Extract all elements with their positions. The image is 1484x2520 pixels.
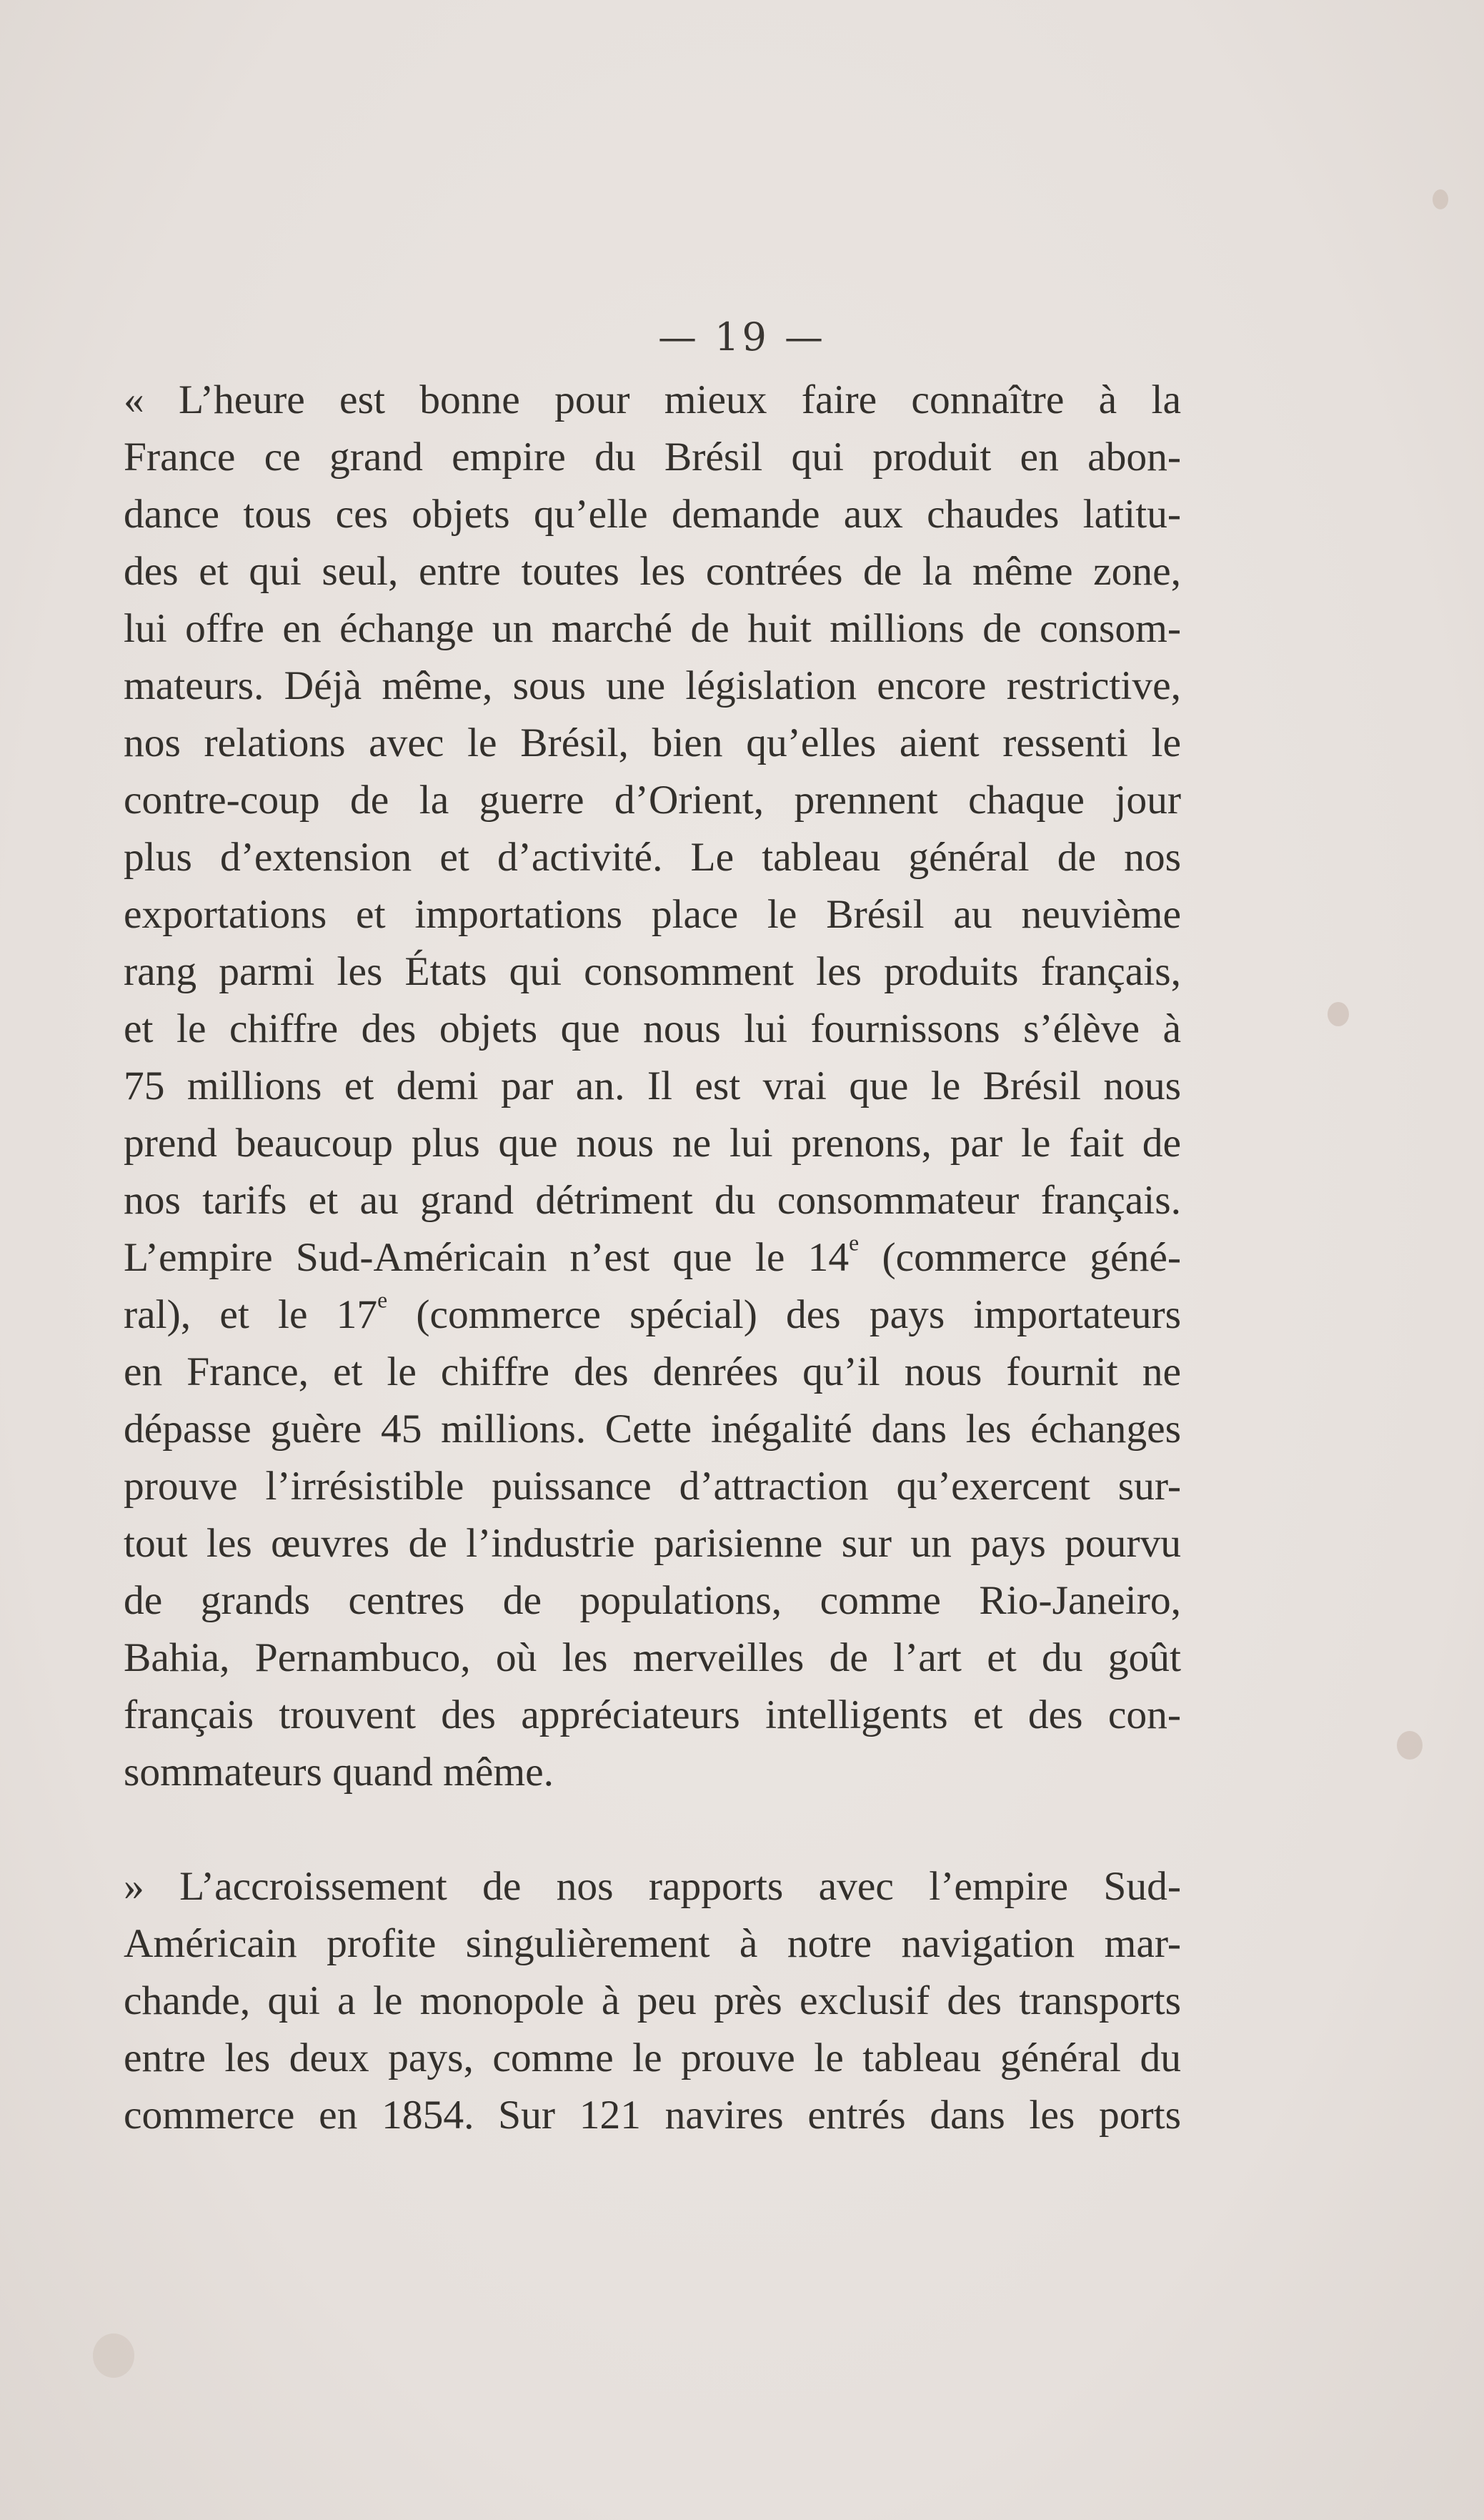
text-line: « L’heure est bonne pour mieux faire connaître à la [124, 377, 1181, 422]
text-line: exportations et importations place le Brésil au neuvième [124, 892, 1181, 937]
paragraph-gap [124, 1801, 1181, 1858]
text-line [124, 1229, 1181, 1286]
text-fragment: (commerce spécial) des pays importateurs [387, 1292, 1181, 1337]
text-line: mateurs. Déjà même, sous une législation encore restrictive, [124, 663, 1181, 708]
superscript: e [377, 1287, 388, 1313]
text-line: 75 millions et demi par an. Il est vrai que le Brésil nous [124, 1063, 1181, 1108]
superscript: e [849, 1230, 860, 1256]
paper-stain [1433, 189, 1448, 209]
text-line: entre les deux pays, comme le prouve le tableau général du [124, 2035, 1181, 2080]
text-line: dance tous ces objets qu’elle demande aux chaudes latitu- [124, 492, 1181, 537]
paper-stain [1397, 1731, 1423, 1760]
text-fragment: (commerce géné- [859, 1235, 1181, 1280]
text-line: rang parmi les États qui consomment les produits français, [124, 949, 1181, 994]
text-line: France ce grand empire du Brésil qui produit en abon- [124, 435, 1181, 480]
text-line: plus d’extension et d’activité. Le tableau général de nos [124, 835, 1181, 880]
text-line: et le chiffre des objets que nous lui fournissons s’élève à [124, 1006, 1181, 1051]
paper-stain [93, 2333, 134, 2378]
text-line: de grands centres de populations, comme Rio-Janeiro, [124, 1578, 1181, 1623]
text-line: prend beaucoup plus que nous ne lui prenons, par le fait de [124, 1121, 1181, 1166]
text-line: nos tarifs et au grand détriment du consommateur français. [124, 1178, 1181, 1223]
text-line: prouve l’irrésistible puissance d’attraction qu’exercent sur- [124, 1464, 1181, 1509]
text-line: des et qui seul, entre toutes les contrées de la même zone, [124, 549, 1181, 594]
text-line: contre-coup de la guerre d’Orient, prennent chaque jour [124, 778, 1181, 823]
text-line: dépasse guère 45 millions. Cette inégalité dans les échanges [124, 1407, 1181, 1452]
paper-stain [1328, 1002, 1349, 1026]
text-line [124, 1286, 1181, 1344]
text-line: français trouvent des appréciateurs intelligents et des con- [124, 1692, 1181, 1737]
body-text [124, 372, 1181, 2144]
text-line: chande, qui a le monopole à peu près exclusif des transports [124, 1978, 1181, 2023]
paragraph-2 [124, 1858, 1181, 2144]
text-line: Bahia, Pernambuco, où les merveilles de l’art et du goût [124, 1635, 1181, 1680]
page-number: — 19 — [657, 314, 827, 359]
text-line: sommateurs quand même. [124, 1750, 554, 1795]
text-line: » L’accroissement de nos rapports avec l’empire Sud- [124, 1864, 1181, 1909]
text-line: tout les œuvres de l’industrie parisienne sur un pays pourvu [124, 1521, 1181, 1566]
text-line: lui offre en échange un marché de huit millions de consom- [124, 606, 1181, 651]
text-line: nos relations avec le Brésil, bien qu’elles aient ressenti le [124, 720, 1181, 765]
text-line: Américain profite singulièrement à notre navigation mar- [124, 1921, 1181, 1966]
text-line: en France, et le chiffre des denrées qu’il nous fournit ne [124, 1349, 1181, 1394]
paragraph-1 [124, 372, 1181, 1801]
text-fragment: ral), et le 17 [124, 1292, 378, 1337]
text-line: commerce en 1854. Sur 121 navires entrés dans les ports [124, 2093, 1181, 2138]
text-fragment: L’empire Sud-Américain n’est que le 14 [124, 1235, 850, 1280]
